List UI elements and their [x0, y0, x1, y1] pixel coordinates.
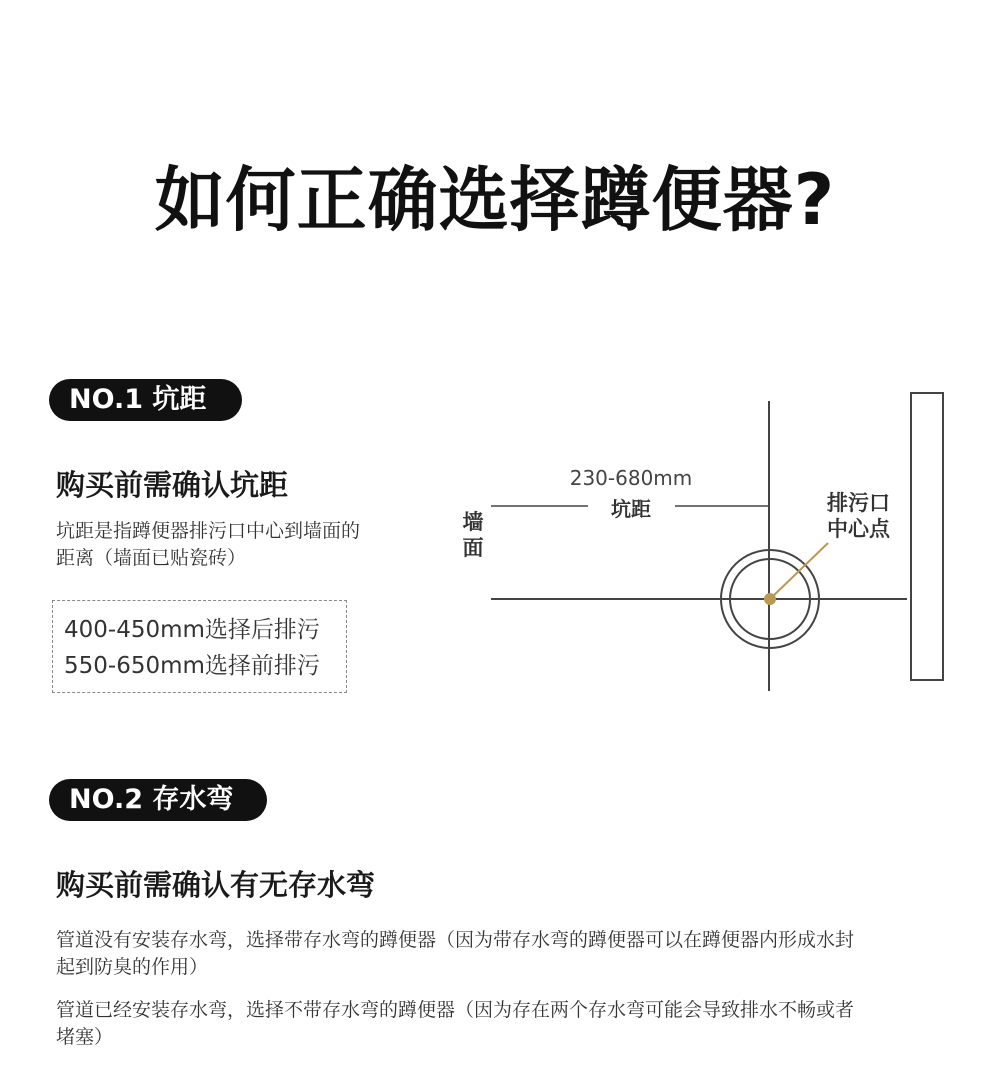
section2-heading: 购买前需确认有无存水弯: [56, 868, 376, 902]
section1-desc-line2: 距离（墙面已贴瓷砖）: [56, 547, 247, 569]
wall-rect: [911, 393, 943, 680]
section2-para1-line2: 起到防臭的作用）: [56, 956, 209, 978]
outlet-label-line2: 中心点: [827, 517, 890, 541]
section1-desc-line1: 坑距是指蹲便器排污口中心到墙面的: [56, 520, 361, 542]
section1-tag: NO.1 坑距: [49, 379, 242, 421]
option-front-drain: 550-650mm选择前排污: [64, 653, 320, 679]
range-label: 坑距: [611, 497, 651, 521]
outlet-center-dot: [764, 593, 776, 605]
wall-label: 墙面: [462, 510, 484, 560]
outlet-label-line1: 排污口: [827, 491, 890, 515]
section1-heading: 购买前需确认坑距: [56, 468, 289, 502]
range-value: 230-680mm: [569, 466, 693, 490]
option-rear-drain: 400-450mm选择后排污: [64, 617, 320, 643]
section2-para1-line1: 管道没有安装存水弯，选择带存水弯的蹲便器（因为带存水弯的蹲便器可以在蹲便器内形成水封: [56, 929, 855, 951]
section2-tag: NO.2 存水弯: [49, 779, 267, 821]
section2-para2-line2: 堵塞）: [56, 1026, 114, 1048]
section2-para2-line1: 管道已经安装存水弯，选择不带存水弯的蹲便器（因为存在两个存水弯可能会导致排水不畅或者: [56, 999, 855, 1021]
page-title: 如何正确选择蹲便器?: [154, 159, 836, 241]
